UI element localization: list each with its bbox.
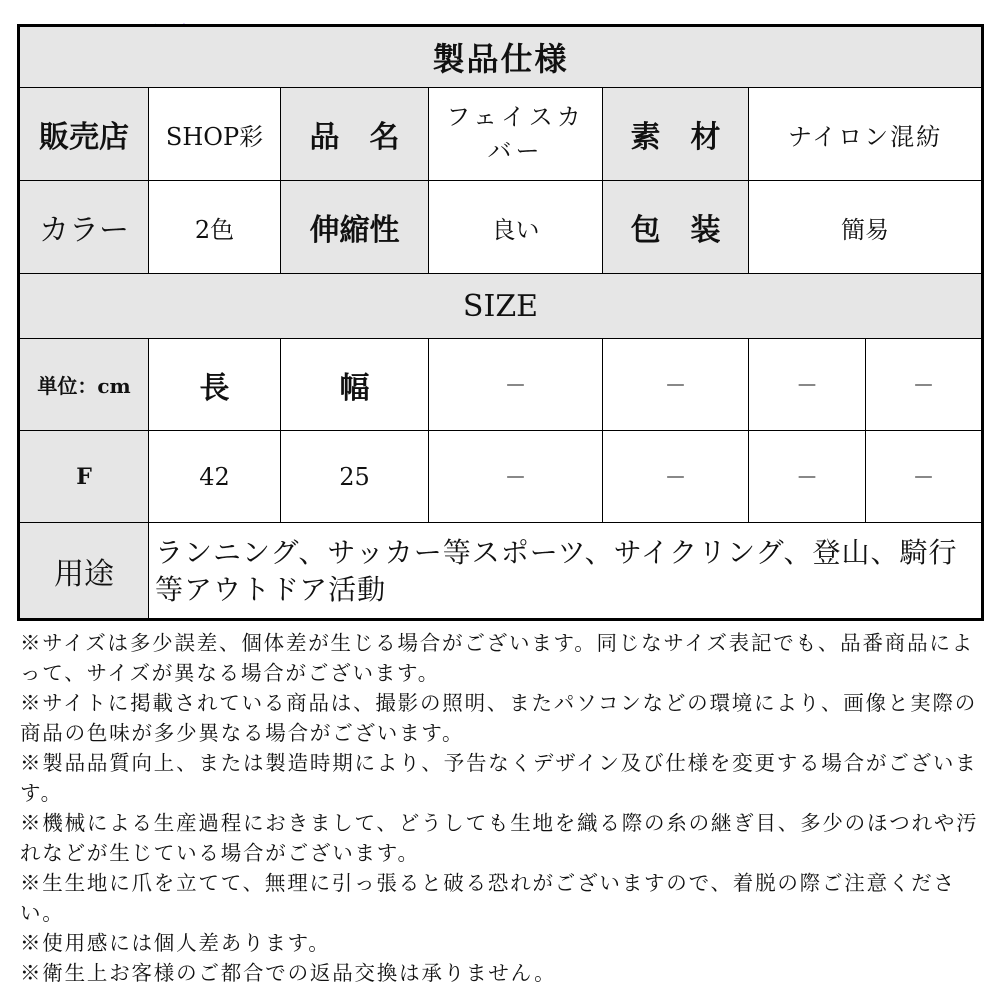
note-item: ※使用感には個人差あります。 — [20, 931, 331, 955]
width-value: 25 — [281, 431, 429, 523]
product-spec-table — [17, 24, 984, 621]
size-title: SIZE — [19, 274, 983, 339]
color-value: 2色 — [149, 181, 281, 274]
color-label: カラー — [19, 181, 149, 274]
material-label: 素 材 — [603, 88, 749, 181]
usage-label: 用途 — [19, 523, 149, 620]
shop-value: SHOP彩 — [149, 88, 281, 181]
note-item: ※機械による生産過程におきまして、どうしても生地を織る際の糸の継ぎ目、多少のほつれや汚れなどが生じている場合がございます。 — [20, 811, 979, 865]
note-item: ※衛生上お客様のご都合での返品交換は承りません。 — [20, 961, 557, 985]
empty-value-cell: － — [603, 431, 749, 523]
empty-header-cell: － — [603, 339, 749, 431]
stretch-value: 良い — [429, 181, 603, 274]
notes-list — [20, 628, 982, 988]
empty-value-cell: － — [866, 431, 983, 523]
package-label: 包 装 — [603, 181, 749, 274]
note-item: ※サイトに掲載されている商品は、撮影の照明、またパソコンなどの環境により、画像と実際の商品の色味が多少異なる場合がございます。 — [20, 691, 978, 745]
empty-value-cell: － — [749, 431, 866, 523]
note-item: ※製品品質向上、または製造時期により、予告なくデザイン及び仕様を変更する場合がございます。 — [20, 751, 978, 805]
length-value: 42 — [149, 431, 281, 523]
empty-header-cell: － — [749, 339, 866, 431]
material-value: ナイロン混紡 — [749, 88, 983, 181]
note-item: ※サイズは多少誤差、個体差が生じる場合がございます。同じなサイズ表記でも、品番商品によって、サイズが異なる場合がございます。 — [20, 631, 974, 685]
spec-title: 製品仕様 — [19, 26, 983, 88]
size-row-label: F — [19, 431, 149, 523]
usage-text: ランニング、サッカー等スポーツ、サイクリング、登山、騎行等アウトドア活動 — [149, 523, 983, 620]
note-item: ※生生地に爪を立てて、無理に引っ張ると破る恐れがございますので、着脱の際ご注意ください。 — [20, 871, 956, 925]
product-name-value: フェイスカバー — [429, 88, 603, 181]
empty-header-cell: － — [866, 339, 983, 431]
shop-label: 販売店 — [19, 88, 149, 181]
empty-header-cell: － — [429, 339, 603, 431]
empty-value-cell: － — [429, 431, 603, 523]
width-header: 幅 — [281, 339, 429, 431]
product-name-label: 品 名 — [281, 88, 429, 181]
length-header: 長 — [149, 339, 281, 431]
stretch-label: 伸縮性 — [281, 181, 429, 274]
unit-label: 単位：cm — [19, 339, 149, 431]
package-value: 簡易 — [749, 181, 983, 274]
